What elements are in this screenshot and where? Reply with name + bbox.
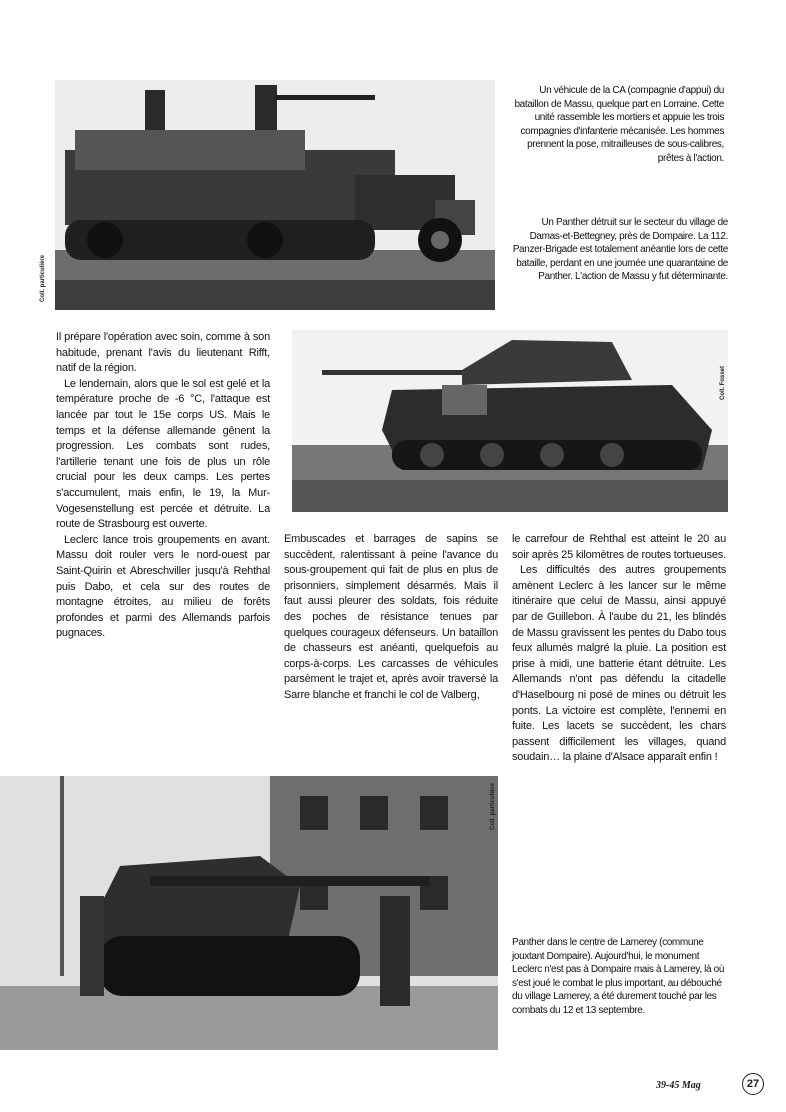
col3-paragraph-1: le carrefour de Rehthal est atteint le 20 au soir après 25 kilomètres de routes tortueuses. xyxy=(512,533,726,561)
photo-credit-halftrack: Coll. particulière xyxy=(40,254,46,302)
photo-credit-panther: Coll. Fosset xyxy=(720,365,726,400)
col1-paragraph-3: Leclerc lance trois groupements en avant. Massu doit rouler vers le nord-ouest par Saint-Quirin et Abreschviller jusqu'à Rehthal puis Dabo, et cela sur des routes de montagne étroites, au milieu de forêts profondes et parmi des Allemands parfois pugnaces. xyxy=(56,533,270,640)
photo-credit-lamerey: Coll. particulière xyxy=(490,782,496,830)
photo-lamerey xyxy=(0,776,498,1050)
caption-panther: Un Panther détruit sur le secteur du village de Damas-et-Bettegney, près de Dompaire. La 112. Panzer-Brigade est totalement anéantie lors de cette bataille, perdant en une journée une quarantaine de Panther. L'action de Massu y fut déterminante. xyxy=(512,217,728,282)
caption-halftrack: Un véhicule de la CA (compagnie d'appui) du bataillon de Massu, quelque part en Lorraine. Cette unité rassemble les mortiers et appuie les trois compagnies d'infanterie mécanisée. Les hommes prennent la pose, mitrailleuses de sous-calibres, prêtes à l'action. xyxy=(514,85,724,164)
halftrack-illustration xyxy=(55,80,495,310)
page-number: 27 xyxy=(742,1073,764,1095)
photo-halftrack xyxy=(55,80,495,310)
caption-lamerey: Panther dans le centre de Lamerey (commune jouxtant Dompaire). Aujourd'hui, le monument Leclerc n'est pas à Dompaire mais à Lamerey, là où s'est joué le combat le plus important, au débouché du village Lamerey, a été durement touché par les combats du 12 et 13 septembre. xyxy=(512,937,725,1016)
panther-illustration xyxy=(292,330,728,512)
text-column-3 xyxy=(512,532,726,766)
col1-paragraph-2: Le lendemain, alors que le sol est gelé et la température proche de -6 °C, l'attaque est lancée par tout le 15e corps US. Mais le temps et la défense allemande gênent la progression. Les combats sont rudes, l'artillerie tenant une fois de plus un rôle crucial pour les deux camps. Les pertes s'accumulent, mais enfin, le 19, la Mur-Vogesenstellung est percée et détruite. La route de Strasbourg est ouverte. xyxy=(56,377,270,531)
col3-paragraph-2: Les difficultés des autres groupements amènent Leclerc à les lancer sur le même itinéraire que celui de Massu, ainsi appuyé par de Guillebon. À l'aube du 21, les blindés de Massu gravissent les pentes du Dabo tous feux allumés malgré la pluie. La position est prise à midi, une batterie étant détruite. Les Allemands n'ont pas défendu la citadelle d'Haselbourg ni posé de mines ou détruit les ponts. La victoire est complète, l'ennemi en fuite. Les lacets se succèdent, les chars passent difficilement les villages, quand soudain… la plaine d'Alsace apparaît enfin ! xyxy=(512,564,726,764)
magazine-brand: 39-45 Mag xyxy=(656,1080,701,1091)
text-column-1 xyxy=(56,330,270,642)
lamerey-illustration xyxy=(0,776,498,1050)
text-column-2 xyxy=(284,532,498,704)
col2-paragraph-1: Embuscades et barrages de sapins se succèdent, ralentissant à peine l'avance du sous-groupement qui fait de plus en plus de prisonniers, simplement désarmés. Mais il faut aussi pleurer des soldats, fois réduite des poches de résistance tenues par quelques courageux défenseurs. Un bataillon de chasseurs est anéanti, quelquefois au corps-à-corps. Les carcasses de véhicules parsèment le trajet et, après avoir traversé la Sarre blanche et franchi le col de Valberg, xyxy=(284,533,498,701)
photo-panther xyxy=(292,330,728,512)
col1-paragraph-1: Il prépare l'opération avec soin, comme à son habitude, prenant l'avis du lieutenant Rifft, natif de la région. xyxy=(56,331,270,375)
